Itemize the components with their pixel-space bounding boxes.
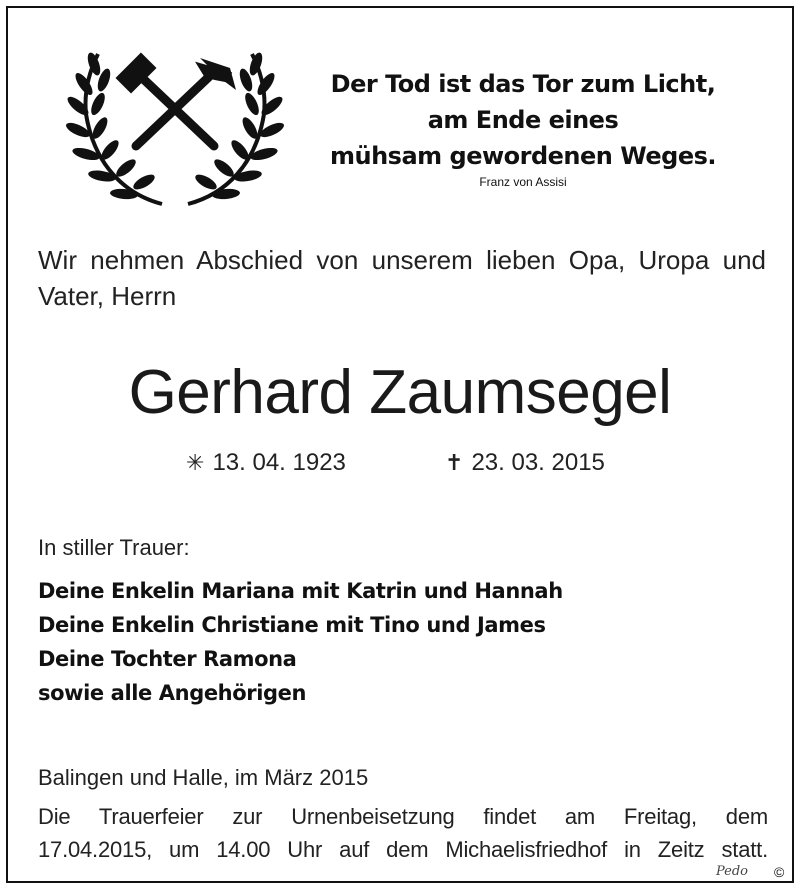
ceremony-line: Die Trauerfeier zur Urnenbeisetzung findet am Freitag, dem — [38, 804, 768, 829]
birth-date-line — [186, 448, 346, 478]
mourning-label: In stiller Trauer: — [38, 535, 190, 560]
mourners-list — [38, 574, 563, 710]
birth-date: 13. 04. 1923 — [212, 449, 346, 476]
quote-line: Der Tod ist das Tor zum Licht, — [330, 70, 716, 98]
quote-line: am Ende eines — [427, 106, 619, 134]
list-item: Deine Tochter Ramona — [38, 647, 297, 671]
hammer-pick-symbol — [115, 52, 236, 146]
quote-line: mühsam gewordenen Weges. — [330, 142, 716, 170]
copyright-icon: © — [774, 864, 785, 880]
quote-author: Franz von Assisi — [479, 175, 567, 189]
list-item: sowie alle Angehörigen — [38, 681, 307, 705]
obituary-notice — [6, 6, 794, 883]
star-icon: ✳ — [186, 450, 205, 475]
quote — [308, 66, 738, 174]
place-date: Balingen und Halle, im März 2015 — [38, 765, 369, 790]
death-date-line — [445, 448, 605, 478]
hammer-and-pick-in-laurel-wreath-icon — [64, 44, 286, 214]
ceremony-line: 17.04.2015, um 14.00 Uhr auf dem Michaelisfriedhof in Zeitz statt. — [38, 837, 768, 862]
death-date: 23. 03. 2015 — [471, 449, 605, 476]
ceremony-text — [38, 800, 768, 866]
cross-icon: ✝ — [445, 450, 464, 475]
list-item: Deine Enkelin Christiane mit Tino und James — [38, 613, 546, 637]
signature: Pedo — [716, 864, 749, 879]
deceased-name: Gerhard Zaumsegel — [128, 358, 672, 427]
list-item: Deine Enkelin Mariana mit Katrin und Hannah — [38, 579, 563, 603]
intro-text: Wir nehmen Abschied von unserem lieben Opa, Uropa und Vater, Herrn — [38, 245, 766, 311]
